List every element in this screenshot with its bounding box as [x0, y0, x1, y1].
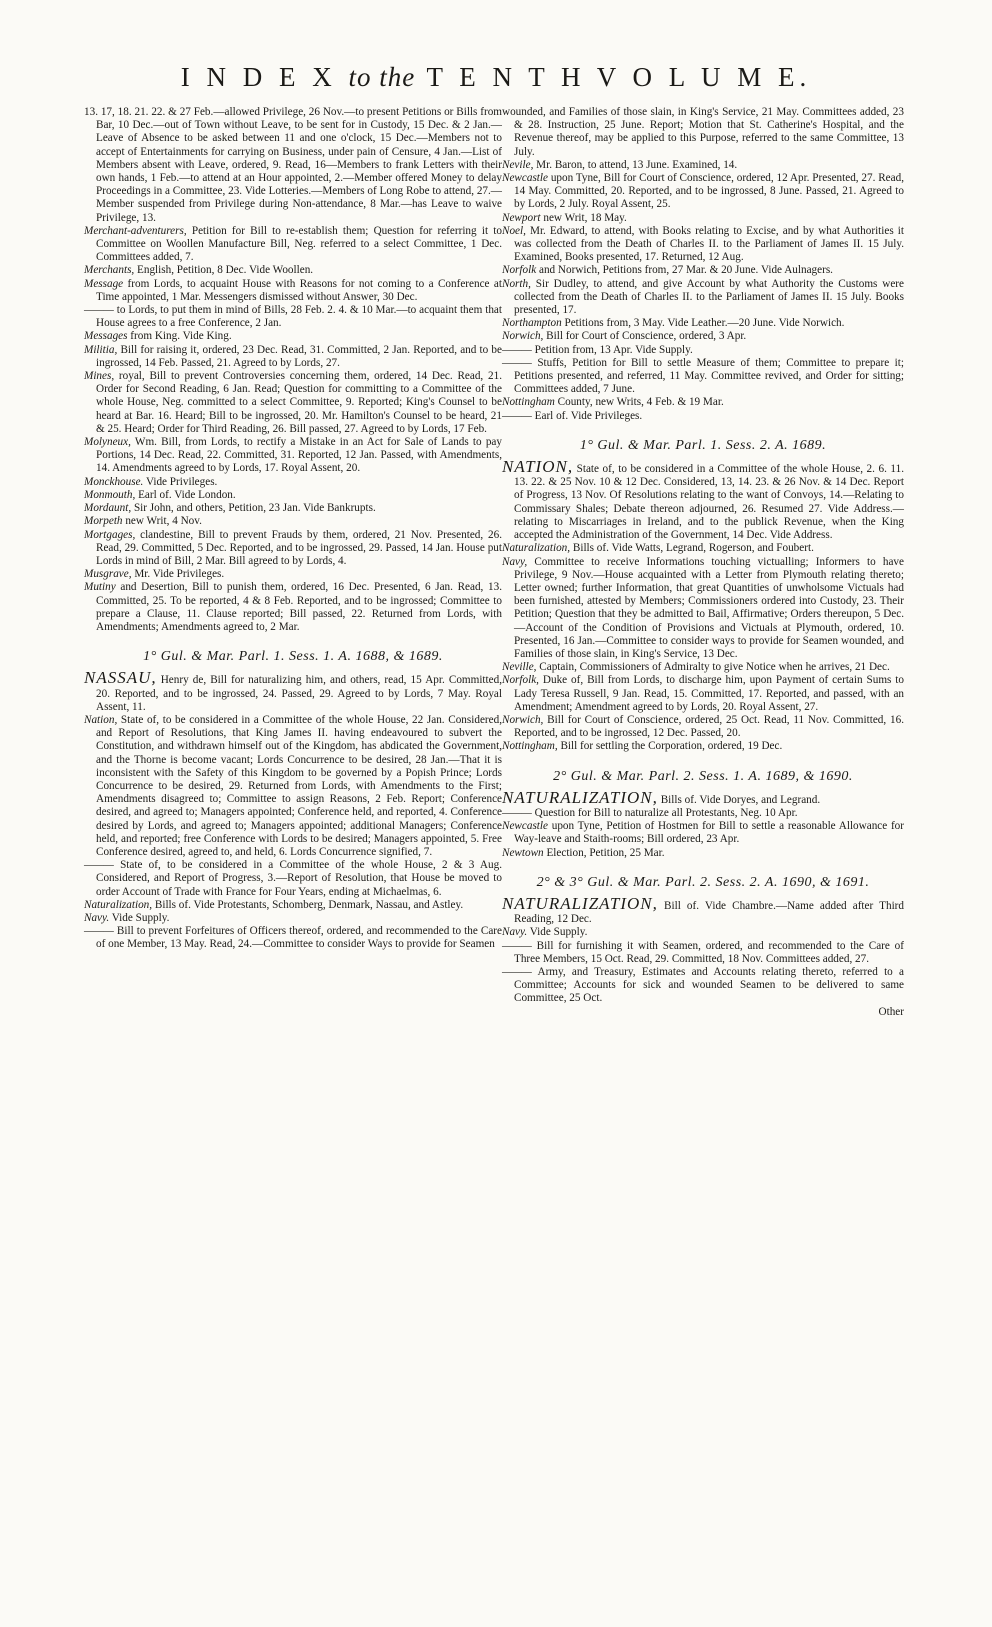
entry-headword: ——— — [84, 925, 114, 938]
index-entry — [84, 568, 502, 581]
entry-text: Vide Supply. — [527, 926, 588, 939]
index-entry — [84, 528, 502, 569]
entry-text: Vide Privileges. — [143, 475, 218, 488]
entry-headword: North, — [502, 277, 531, 290]
index-entry — [502, 542, 904, 555]
index-entry — [502, 409, 904, 423]
entry-text: Petitions from, 3 May. Vide Leather.—20 June. Vide Norwich. — [561, 317, 845, 330]
entry-headword: Navy. — [502, 926, 528, 939]
entry-text: from Lords, to acquaint House with Reasons for not coming to a Conference at Time appointed, 1 Mar. Messengers dismissed without Answer, 30 Dec. — [96, 277, 502, 303]
entry-headword: Navy, — [502, 555, 528, 568]
index-entry — [84, 277, 502, 304]
index-entry — [84, 106, 502, 225]
index-entry — [502, 172, 904, 212]
entry-headword: Northampton — [502, 317, 562, 330]
entry-headword: Nottingham — [502, 396, 555, 409]
entry-headword: Monmouth, — [84, 488, 136, 501]
entry-headword: Musgrave, — [84, 568, 132, 581]
entry-headword: Norfolk — [502, 264, 537, 277]
entry-headword: Nation, — [84, 713, 118, 726]
lead-headword: NASSAU, — [84, 668, 157, 688]
entry-text: 13. 17, 18. 21. 22. & 27 Feb.—allowed Privilege, 26 Nov.—to present Petitions or Bills from Bar, 10 Dec.—out of Town without Leave, to be sent for in Custody, 15 Dec. & 2 Jan.—Leave of Absence to be asked between 11 and one o'clock, 15 Dec.—Members not to accept of Entertainments for carrying on Business, under pain of Censure, 4 Jan.—List of Members absent with Leave, ordered, 9. Read, 16—Members to frank Letters with their own hands, 1 Feb.—to attend at an Hour appointed, 2.—Member offered Money to delay Proceedings in a Committee, 23. Vide Lotteries.—Members of Long Robe to attend, 27.—Member suspended from Privilege during Non-attendance, 8 Mar.—has Leave to waive Privilege, 13. — [84, 106, 502, 224]
index-entry — [502, 965, 904, 1006]
entry-text: and Norwich, Petitions from, 27 Mar. & 20 June. Vide Aulnagers. — [536, 264, 833, 277]
section-heading: 2° Gul. & Mar. Parl. 2. Sess. 1. A. 1689, & 1690. — [553, 768, 853, 784]
right-entries-3 — [502, 926, 904, 1005]
index-entry — [502, 926, 904, 939]
entry-text: Mr. Vide Privileges. — [131, 568, 225, 581]
entry-text: Wm. Bill, from Lords, to rectify a Mistake in an Act for Sale of Lands to pay Portions, 14 Dec. Read, 22. Committed, 31. Reported, 12 Jan. Passed, with Amendments, 14. Amendments agreed to by Lords, 17. Royal Assent, 20. — [96, 436, 502, 475]
entry-headword: Militia, — [84, 343, 118, 356]
entry-text: Bill for settling the Corporation, ordered, 19 Dec. — [557, 740, 783, 753]
entry-text: Bill to prevent Forfeitures of Officers thereof, ordered, and recommended to the Care of one Member, 13 May. Read, 24.—Committee to consider Ways to provide for Seamen — [96, 925, 502, 951]
index-entry — [502, 846, 904, 860]
entry-headword: Newcastle — [502, 820, 548, 833]
entry-headword: ——— — [502, 939, 532, 952]
entry-text: State of, to be considered in a Committee of the whole House, 2 & 3 Aug. Considered, and Report of Progress, 3.—Report of Resolution, that House be moved to order Account of Trade with France for Four Years, ending at Michaelmas, 6. — [96, 859, 502, 898]
lead-text: Bills of. Vide Doryes, and Legrand. — [657, 793, 821, 806]
entry-text: clandestine, Bill to prevent Frauds by them, ordered, 21 Nov. Presented, 26. Read, 29. Committed, 5 Dec. Reported, and to be ingrossed, 29. Passed, 14 Jan. House put Lords in mind of Bill, 2 Mar. Bill agreed to by Lords, 4. — [96, 528, 502, 567]
index-entry — [84, 224, 502, 265]
entry-text: from King. Vide King. — [127, 330, 232, 343]
entry-text: Duke of, Bill from Lords, to discharge him, upon Payment of certain Sums to Lady Teresa Russell, 9 Jan. Read, 15. Committed, 17. Reported, and passed, with an Amendment; Amendment agreed to by Lords, 20. Royal Assent, 27. — [514, 674, 904, 713]
right-column — [502, 106, 904, 1019]
entry-text: upon Tyne, Petition of Hostmen for Bill to settle a reasonable Allowance for Way-leave and Staith-rooms; Bill ordered, 23 Apr. — [514, 820, 904, 846]
entry-headword: Naturalization, — [502, 542, 571, 555]
entry-headword: ——— — [502, 965, 532, 978]
entry-text: Petition from, 13 Apr. Vide Supply. — [531, 343, 693, 356]
index-entry — [84, 713, 502, 859]
entry-headword: Nevile, — [502, 158, 534, 171]
index-entry — [502, 356, 904, 397]
index-entry — [502, 555, 904, 662]
section-heading: 1° Gul. & Mar. Parl. 1. Sess. 1. A. 1688, & 1689. — [143, 649, 443, 665]
lead-text: State of, to be considered in a Committee of the whole House, 2. 6. 11. 13. 22. & 25 Nov. 10 & 12 Dec. Considered, 13, 14. 23. & 26 Nov. & 14 Dec. Report of Progress, 13 Nov. Of Resolutions relating to the want of Convoys, 14.—Relating to Commissary Shales; Debate thereon adjourned, 26. Resumed 27. Vide Address.—relating to Miscarriages in Ireland, and to the publick Revenue, when the King accepted the Administration of the Government, 14 Dec. Vide Address. — [514, 463, 904, 542]
index-entry — [502, 317, 904, 330]
entry-text: Petition for Bill to re-establish them; Question for referring it to Committee on Woollen Manufacture Bill, Neg. referred to a select Committee, 1 Dec. Committees added, 7. — [96, 224, 502, 264]
index-entry — [84, 436, 502, 476]
index-entry — [84, 581, 502, 634]
entry-headword: Norwich, — [502, 713, 544, 726]
entry-headword: ——— — [502, 356, 532, 369]
index-entry — [502, 277, 904, 318]
index-entry — [84, 475, 502, 489]
entry-text: Stuffs, Petition for Bill to settle Measure of them; Committee to prepare it; Petitions presented, and referred, 11 May. Committee revived, and Order for sitting; Committees added, 7 June. — [514, 356, 904, 396]
entry-text: Question for Bill to naturalize all Protestants, Neg. 10 Apr. — [531, 806, 798, 819]
entry-text: Bill for Court of Conscience, ordered, 3 Apr. — [543, 330, 747, 343]
entry-text: Bills of. Vide Protestants, Schomberg, Denmark, Nassau, and Astley. — [152, 898, 464, 911]
index-entry — [84, 330, 502, 343]
entry-headword: Noel, — [502, 224, 526, 237]
entry-text: Mr. Baron, to attend, 13 June. Examined, 14. — [533, 158, 738, 171]
index-entry — [502, 820, 904, 846]
entry-headword: Mines, — [84, 370, 115, 383]
catchword: Other — [878, 1005, 904, 1018]
entry-text: royal, Bill to prevent Controversies concerning them, ordered, 14 Dec. Read, 21. Order for Second Reading, 6 Jan. Read; Question for committing to a Committee of the whole House, Neg. committed to a select Committee, 9. Reported; King's Counsel to be heard at Bar. 16. Heard; Bill to be ingrossed, 20. Mr. Hamilton's Counsel to be heard, 21 & 25. Heard; Order for Third Reading, 26. Bill passed, 27. Agreed to by Lords, 17 Feb. — [96, 370, 502, 435]
entry-text: State of, to be considered in a Committee of the whole House, 22 Jan. Considered, and Report of Resolutions, that King James II. having endeavoured to subvert the Constitution, and withdrawn himself out of the Kingdom, has abdicated the Government, and the Thorne is become vacant; Lords Concurrence to be desired, 28 Jan.—That it is inconsistent with the Safety of this Kingdom to be governed by a Popish Prince; Lords Concurrence to be desired, 29. Returned from Lords, with Amendments to the First; Amendments disagreed to; Committee to assign Reasons, 2 Feb. Report; Conference desired, and agreed to; Managers appointed; Conference held, and reported, 4. Conference desired by Lords, and agreed to; Managers appointed; additional Managers; Conference held, and reported; free Conference with Lords to be desired; Managers appointed, 5. Free Conference desired, agreed to, and held, 6. Lords Concurrence signified, 7. — [96, 713, 502, 858]
index-entry — [84, 515, 502, 528]
entry-text: Bill for raising it, ordered, 23 Dec. Read, 31. Committed, 2 Jan. Reported, and to be ingrossed, 14 Feb. Passed, 21. Agreed to by Lords, 27. — [96, 343, 502, 369]
index-entry — [84, 304, 502, 330]
index-entry — [84, 488, 502, 502]
entry-text: County, new Writs, 4 Feb. & 19 Mar. — [554, 396, 724, 409]
index-entry — [84, 898, 502, 912]
page-header — [0, 62, 992, 93]
lead-headword: NATION, — [502, 457, 574, 477]
entry-headword: Merchants, — [84, 264, 135, 277]
index-entry — [502, 330, 904, 343]
entry-text: Sir John, and others, Petition, 23 Jan. Vide Bankrupts. — [131, 502, 376, 515]
entry-text: wounded, and Families of those slain, in King's Service, 21 May. Committees added, 23 & 28. Instruction, 25 June. Report; Motion that St. Catherine's Hospital, and the Revenue thereof, may be applied to this Purpose, referred to the same Committee, 13 July. — [502, 106, 904, 158]
index-entry — [502, 211, 904, 225]
entry-headword: ——— — [502, 343, 532, 356]
index-entry — [84, 911, 502, 925]
entry-headword: Messages — [84, 330, 128, 343]
entry-headword: ——— — [502, 806, 532, 819]
entry-headword: Newcastle — [502, 172, 548, 185]
entry-text: Earl of. Vide London. — [135, 488, 236, 501]
index-entry — [502, 740, 904, 753]
entry-headword: ——— — [502, 409, 532, 422]
index-entry — [84, 502, 502, 515]
lead-entry — [84, 668, 502, 714]
section-heading: 1° Gul. & Mar. Parl. 1. Sess. 2. A. 1689. — [579, 437, 827, 453]
entry-text: to Lords, to put them in mind of Bills, 28 Feb. 2. 4. & 10 Mar.—to acquaint them that House agrees to a free Conference, 2 Jan. — [96, 304, 502, 330]
entry-headword: ——— — [84, 304, 114, 317]
entry-text: Captain, Commissioners of Admiralty to give Notice when he arrives, 21 Dec. — [536, 661, 890, 674]
entry-headword: Norfolk, — [502, 674, 539, 687]
index-entry — [84, 343, 502, 370]
entry-headword: Mutiny — [84, 581, 116, 594]
index-entry — [502, 806, 904, 820]
lead-text: Henry de, Bill for naturalizing him, and others, read, 15 Apr. Committed, 20. Reported, and to be ingrossed, 24. Passed, 29. Agreed to by Lords, 7 May. Royal Assent, 11. — [96, 674, 502, 713]
entry-text: Mr. Edward, to attend, with Books relating to Excise, and by what Authorities it was collected from the Death of Charles II. to the Parliament of James II. 15 July. Examined, Books presented, 17. Returned, 12 Aug. — [514, 224, 904, 264]
entry-headword: Morpeth — [84, 515, 123, 528]
entry-text: new Writ, 18 May. — [540, 211, 627, 224]
entry-headword: Mortgages, — [84, 528, 136, 541]
index-entry — [502, 264, 904, 277]
entry-text: Vide Supply. — [109, 911, 170, 924]
index-entry — [84, 370, 502, 436]
entry-text: Committee to receive Informations touching victualling; Informers to have Privilege, 9 Nov.—House acquainted with a Letter from Plymouth relating thereto; Letter owned; further Information, that great Quantities of unwholsome Victuals had been furnished, attested by Members; Commissioners ordered into Custody, 23. Their Petition; Question that they be admitted to Bail, Affirmative; Orders thereupon, 5 Dec.—Account of the Condition of Provisions and Victuals at Plymouth, ordered, 10. Presented, 16 Jan.—Committee to consider ways to provide for Seamen wounded, and Families of those slain, in King's Service, 13 Dec. — [514, 555, 904, 660]
entry-text: English, Petition, 8 Dec. Vide Woollen. — [134, 264, 314, 277]
left-entries-2 — [84, 714, 502, 952]
lead-headword: NATURALIZATION, — [502, 787, 658, 807]
header-to-the: to the — [348, 62, 416, 92]
right-entries — [502, 106, 904, 423]
lead-entry — [502, 787, 904, 807]
entry-text: Bill for furnishing it with Seamen, ordered, and recommended to the Care of Three Members, 15 Oct. Read, 29. Committed, 18 Nov. Committees added, 27. — [514, 939, 904, 965]
entry-headword: Message — [84, 277, 124, 290]
entry-headword: Naturalization, — [84, 898, 153, 911]
entry-text: and Desertion, Bill to punish them, ordered, 16 Dec. Presented, 6 Jan. Read, 13. Committed, 25. To be reported, 4 & 8 Feb. Reported, and to be ingrossed; Committee to prepare a Clause, 11. Clause reported; Bill passed, 22. Returned from Lords, with Amendments; Amendments agreed to, 2 Mar. — [96, 581, 502, 633]
entry-headword: ——— — [84, 859, 114, 872]
header-volume: T E N T H V O L U M E. — [426, 62, 812, 92]
section-heading: 2° & 3° Gul. & Mar. Parl. 2. Sess. 2. A. 1690, & 1691. — [536, 874, 870, 890]
header-index: I N D E X — [180, 62, 337, 92]
entry-headword: Nottingham, — [502, 740, 558, 753]
entry-text: upon Tyne, Bill for Court of Conscience, ordered, 12 Apr. Presented, 27. Read, 14 May. Committed, 20. Reported, and to be ingrossed, 8 June. Passed, 21. Agreed to by Lords, 2 July. Royal Assent, 25. — [514, 172, 904, 211]
index-entry — [84, 264, 502, 277]
entry-text: Sir Dudley, to attend, and give Account by what Authority the Customs were collected from the Death of Charles II. to the Parliament of James II. 15 July. Books presented, 17. — [514, 277, 904, 317]
entry-text: new Writ, 4 Nov. — [122, 515, 202, 528]
entry-text: Earl of. Vide Privileges. — [531, 409, 643, 422]
entry-text: Election, Petition, 25 Mar. — [543, 846, 665, 859]
left-column — [84, 106, 502, 952]
right-entries-2 — [502, 807, 904, 860]
entry-headword: Newport — [502, 211, 541, 224]
lead-text: Bill of. Vide Chambre.—Name added after Third Reading, 12 Dec. — [514, 899, 904, 926]
entry-text: Army, and Treasury, Estimates and Accounts relating thereto, referred to a Committee; Accounts for sick and wounded Seamen to be delivered to same Committee, 25 Oct. — [514, 965, 904, 1005]
entry-text: Bill for Court of Conscience, ordered, 25 Oct. Read, 11 Nov. Committed, 16. Reported, and to be ingrossed, 12 Dec. Passed, 20. — [514, 713, 904, 740]
index-entry — [502, 343, 904, 357]
index-entry — [502, 939, 904, 966]
lead-entry — [502, 893, 904, 926]
entry-headword: Mordaunt, — [84, 502, 132, 515]
right-entries-1 — [502, 542, 904, 753]
index-entry — [502, 661, 904, 674]
index-entry — [502, 674, 904, 714]
entry-headword: Monckhouse. — [84, 475, 144, 488]
left-entries — [84, 106, 502, 634]
entry-headword: Molyneux, — [84, 436, 131, 449]
entry-headword: Neville, — [502, 661, 537, 674]
index-entry — [502, 713, 904, 740]
index-entry — [502, 106, 904, 159]
index-entry — [502, 224, 904, 265]
entry-text: Bills of. Vide Watts, Legrand, Rogerson, and Foubert. — [570, 542, 814, 555]
lead-entry — [502, 457, 904, 542]
lead-headword: NATURALIZATION, — [502, 893, 658, 913]
index-entry — [84, 859, 502, 899]
entry-headword: Newtown — [502, 846, 544, 859]
entry-headword: Norwich, — [502, 330, 544, 343]
index-entry — [502, 396, 904, 409]
index-entry — [502, 158, 904, 172]
entry-headword: Merchant-adventurers, — [84, 224, 187, 237]
index-entry — [84, 925, 502, 951]
entry-headword: Navy. — [84, 911, 110, 924]
